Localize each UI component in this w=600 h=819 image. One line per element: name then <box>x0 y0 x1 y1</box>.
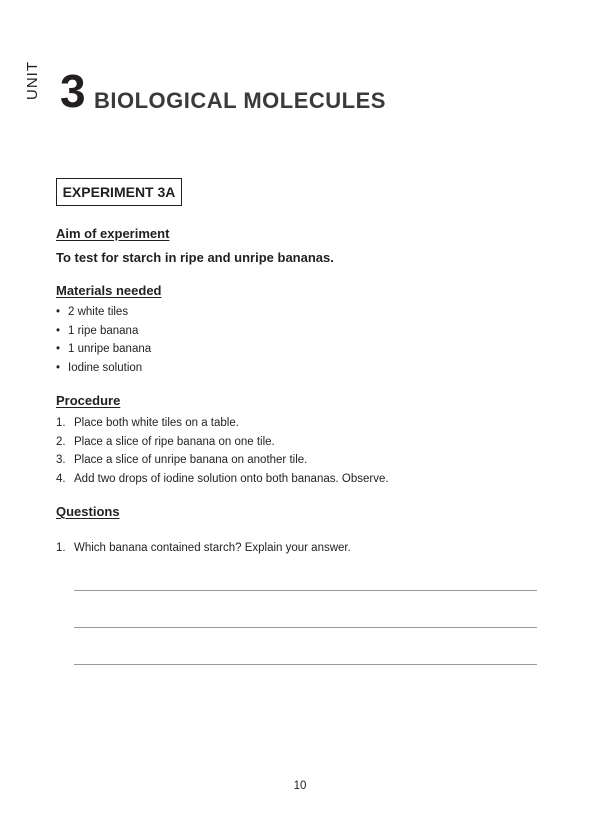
answer-line[interactable] <box>74 627 537 628</box>
answer-line[interactable] <box>74 664 537 665</box>
procedure-heading: Procedure <box>56 393 121 408</box>
questions-heading: Questions <box>56 504 120 519</box>
answer-line[interactable] <box>74 590 537 591</box>
bullet-icon: • <box>56 343 61 355</box>
question-item: 1. Which banana contained starch? Explain your answer. <box>56 542 351 554</box>
bullet-icon: • <box>56 306 61 318</box>
page-number: 10 <box>293 780 307 792</box>
unit-label: UNIT <box>24 61 41 100</box>
experiment-label-box <box>56 178 182 206</box>
list-item: • 2 white tiles <box>56 303 151 322</box>
list-item: • 1 ripe banana <box>56 322 151 341</box>
experiment-label: EXPERIMENT 3A <box>62 184 176 200</box>
procedure-step: 2. Place a slice of ripe banana on one tile. <box>56 435 275 448</box>
procedure-step: 4. Add two drops of iodine solution onto both bananas. Observe. <box>56 472 389 485</box>
list-item: • 1 unripe banana <box>56 340 151 359</box>
list-item: • Iodine solution <box>56 359 151 378</box>
bullet-icon: • <box>56 361 61 374</box>
materials-heading: Materials needed <box>56 283 162 298</box>
aim-heading: Aim of experiment <box>56 226 170 241</box>
unit-title: BIOLOGICAL MOLECULES <box>94 88 386 113</box>
procedure-step: 3. Place a slice of unripe banana on another tile. <box>56 454 308 466</box>
materials-list <box>56 303 151 377</box>
procedure-list <box>56 414 389 488</box>
unit-number: 3 <box>60 65 86 117</box>
bullet-icon: • <box>56 324 61 337</box>
procedure-step: 1. Place both white tiles on a table. <box>56 417 239 429</box>
aim-text: To test for starch in ripe and unripe bananas. <box>56 250 334 265</box>
